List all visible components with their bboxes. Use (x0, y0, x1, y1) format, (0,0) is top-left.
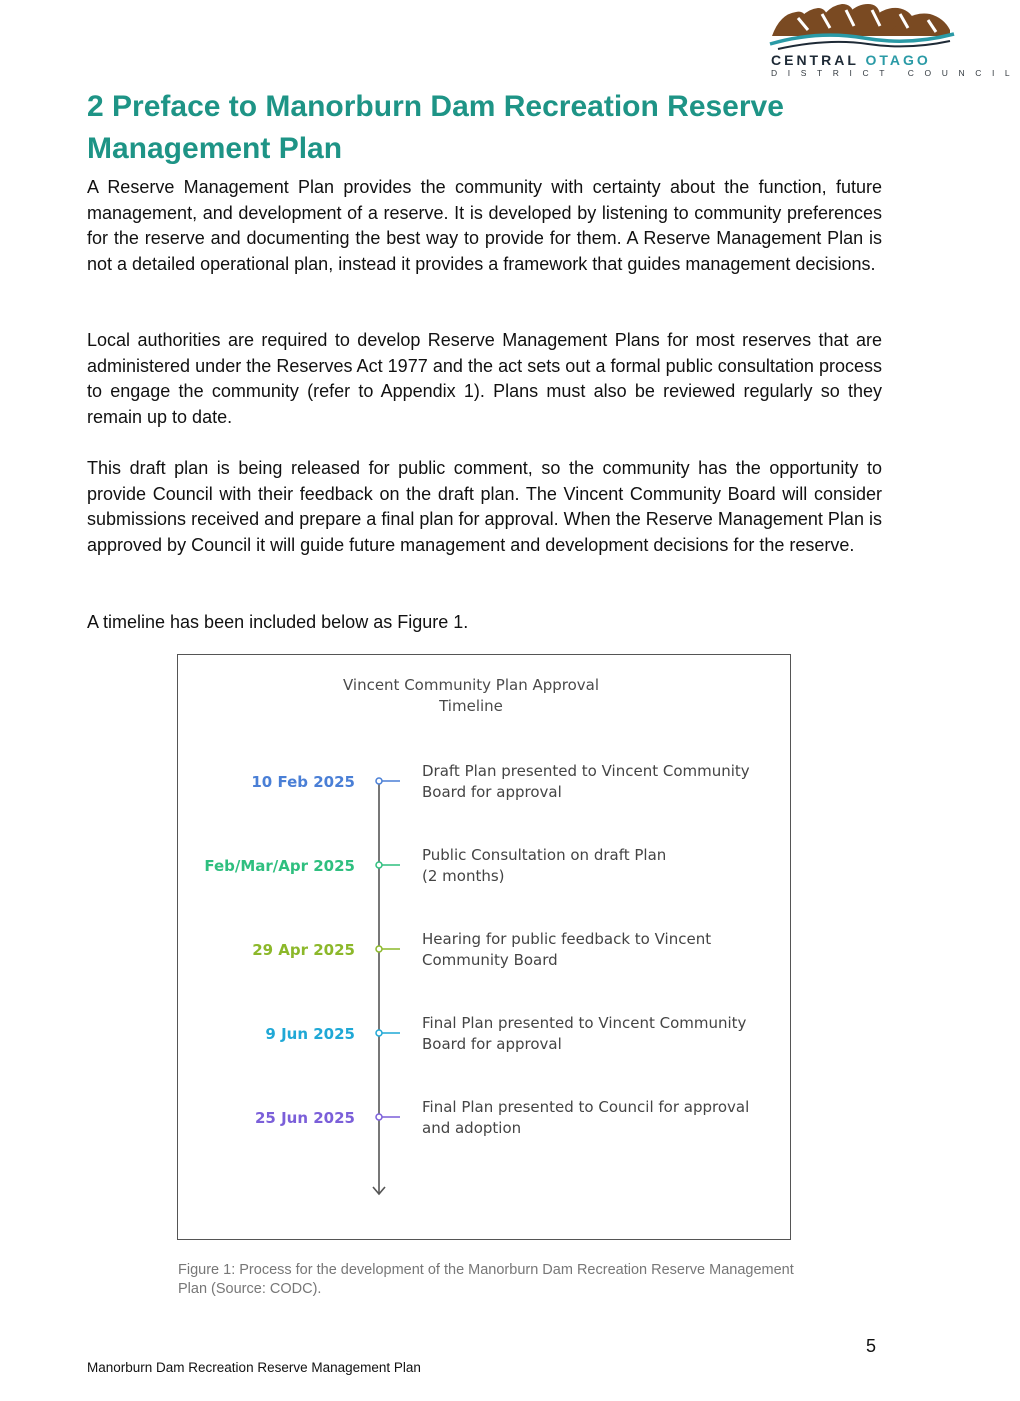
event-date: 9 Jun 2025 (265, 1025, 355, 1043)
page-footer: Manorburn Dam Recreation Reserve Management Plan (87, 1360, 421, 1375)
paragraph: A timeline has been included below as Figure 1. (87, 612, 469, 632)
event-description: Draft Plan presented to Vincent Community Board for approval (422, 762, 750, 801)
event-description: Final Plan presented to Council for approval and adoption (422, 1098, 750, 1137)
figure-title: Vincent Community Plan Approval Timeline (342, 676, 600, 715)
event-description: Hearing for public feedback to Vincent Community Board (422, 930, 712, 969)
event-description: Final Plan presented to Vincent Community Board for approval (422, 1014, 747, 1053)
timeline-marker (376, 778, 382, 784)
paragraph: A Reserve Management Plan provides the community with certainty about the function, future management, and development of a reserve. It is developed by listening to community preferences for the reserve and documenting the best way to provide for them. A Reserve Management Plan is not a detailed operational plan, instead it provides a framework that guides management decisions. (87, 177, 882, 274)
page-number: 5 (866, 1336, 877, 1356)
figure-caption: Figure 1: Process for the development of the Manorburn Dam Recreation Reserve Management Plan (Source: CODC). (178, 1262, 794, 1297)
logo-subtitle: DISTRICT COUNCIL (771, 68, 1020, 78)
timeline-marker (376, 1114, 382, 1120)
logo-wordmark: CENTRAL OTAGO (771, 52, 931, 68)
council-logo (768, 0, 1020, 80)
timeline-marker (376, 946, 382, 952)
event-date: 29 Apr 2025 (252, 941, 355, 959)
event-date: 25 Jun 2025 (254, 1109, 355, 1127)
section-heading: 2 Preface to Manorburn Dam Recreation Reserve Management Plan (87, 90, 784, 165)
timeline-figure (177, 654, 791, 1240)
timeline-marker (376, 1030, 382, 1036)
event-date: 10 Feb 2025 (251, 773, 355, 791)
paragraph: This draft plan is being released for public comment, so the community has the opportunity to provide Council with their feedback on the draft plan. The Vincent Community Board will consider submissions received and prepare a final plan for approval. When the Reserve Management Plan is approved by Council it will guide future management and development decisions for the reserve. (87, 458, 882, 555)
event-description: Public Consultation on draft Plan (2 months) (422, 846, 667, 885)
timeline-marker (376, 862, 382, 868)
event-date: Feb/Mar/Apr 2025 (204, 857, 355, 875)
paragraph: Local authorities are required to develop Reserve Management Plans for most reserves that are administered under the Reserves Act 1977 and the act sets out a formal public consultation process to engage the community (refer to Appendix 1). Plans must also be reviewed regularly so they remain up to date. (87, 330, 882, 427)
hills-river-icon (768, 0, 958, 52)
